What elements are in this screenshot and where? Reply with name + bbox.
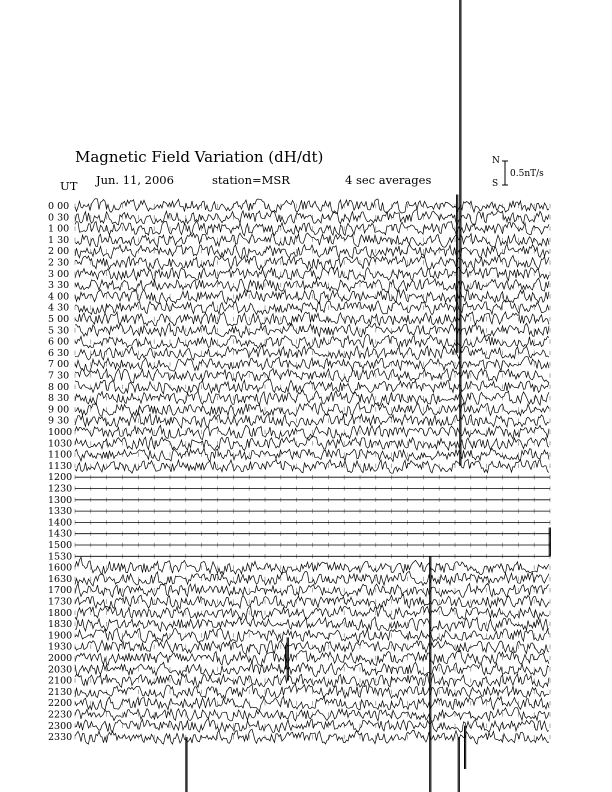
scale-north-label: N: [492, 156, 500, 166]
trace-930: [75, 414, 549, 428]
trace-400: [75, 289, 549, 304]
row-label-1700: 1700: [48, 585, 73, 597]
trace-2100: [75, 674, 549, 688]
row-label-1430: 1430: [48, 528, 73, 540]
trace-1630: [75, 571, 549, 586]
row-label-130: 1 30: [48, 234, 70, 246]
row-label-1200: 1200: [48, 472, 73, 484]
row-label-1000: 1000: [48, 427, 73, 438]
row-label-000: 0 00: [48, 201, 70, 212]
trace-530: [75, 323, 549, 337]
row-label-200: 2 00: [48, 246, 70, 258]
chart-date: Jun. 11, 2006: [96, 173, 174, 187]
row-label-2130: 2130: [48, 686, 73, 698]
time-axis-label: UT: [60, 179, 78, 193]
trace-1830: [75, 617, 549, 631]
row-label-430: 4 30: [48, 302, 70, 314]
trace-000: [75, 199, 549, 214]
trace-230: [75, 256, 549, 270]
trace-300: [75, 267, 549, 281]
row-label-1130: 1130: [48, 460, 73, 472]
row-label-830: 8 30: [48, 393, 70, 405]
scale-south-label: S: [492, 179, 499, 189]
trace-030: [75, 209, 549, 225]
row-label-1100: 1100: [48, 449, 73, 461]
trace-1100: [75, 448, 549, 461]
trace-500: [75, 312, 549, 326]
row-label-1630: 1630: [48, 573, 73, 585]
scale-value-label: 0.5nT/s: [510, 169, 544, 179]
row-label-2300: 2300: [48, 720, 73, 732]
trace-800: [75, 379, 549, 394]
trace-700: [75, 357, 549, 372]
row-label-2200: 2200: [48, 698, 73, 710]
row-label-530: 5 30: [48, 325, 70, 337]
row-label-1730: 1730: [48, 596, 73, 608]
trace-600: [75, 334, 549, 348]
trace-430: [75, 301, 549, 315]
chart-title: Magnetic Field Variation (dH/dt): [75, 148, 324, 166]
row-labels: [48, 201, 72, 743]
row-label-800: 8 00: [48, 381, 70, 393]
row-label-630: 6 30: [48, 347, 70, 359]
row-label-930: 9 30: [48, 415, 70, 427]
trace-1130: [75, 459, 549, 473]
row-label-2330: 2330: [48, 732, 73, 744]
row-label-1930: 1930: [48, 641, 73, 653]
trace-1900: [75, 628, 549, 642]
chart-averaging: 4 sec averages: [345, 173, 432, 187]
row-label-1030: 1030: [48, 438, 73, 450]
row-label-2230: 2230: [48, 709, 73, 721]
row-label-2100: 2100: [48, 675, 73, 687]
trace-1700: [75, 584, 549, 598]
row-label-1400: 1400: [48, 517, 73, 529]
row-label-1800: 1800: [48, 607, 73, 619]
row-label-730: 7 30: [48, 370, 70, 382]
row-label-1830: 1830: [48, 619, 73, 631]
row-label-600: 6 00: [48, 336, 70, 348]
row-label-1500: 1500: [48, 540, 73, 551]
trace-2000: [75, 650, 549, 666]
trace-1800: [75, 606, 549, 620]
trace-730: [75, 368, 549, 382]
trace-1730: [75, 595, 549, 609]
row-label-030: 0 30: [48, 212, 70, 224]
trace-200: [75, 244, 549, 259]
row-label-2000: 2000: [48, 653, 73, 664]
trace-2330: [75, 729, 549, 744]
row-label-330: 3 30: [48, 280, 70, 292]
row-label-900: 9 00: [48, 404, 70, 416]
row-label-1230: 1230: [48, 483, 73, 495]
trace-2300: [75, 718, 549, 732]
row-label-1530: 1530: [48, 551, 73, 563]
row-label-100: 1 00: [48, 223, 70, 235]
row-label-1300: 1300: [48, 494, 73, 506]
trace-2030: [75, 662, 549, 676]
row-label-500: 5 00: [48, 314, 70, 325]
row-label-1600: 1600: [48, 562, 73, 574]
chart-station: station=MSR: [212, 173, 290, 187]
trace-830: [75, 391, 549, 407]
row-label-1330: 1330: [48, 506, 73, 518]
scale-bar: [492, 156, 544, 189]
trace-100: [75, 221, 549, 235]
row-label-300: 3 00: [48, 268, 70, 280]
row-label-2030: 2030: [48, 664, 73, 676]
row-label-230: 2 30: [48, 257, 70, 269]
trace-1030: [75, 436, 549, 450]
row-label-700: 7 00: [48, 359, 70, 371]
row-label-400: 4 00: [48, 291, 70, 303]
trace-1600: [75, 557, 549, 574]
trace-2200: [75, 696, 549, 710]
row-label-1900: 1900: [48, 630, 73, 642]
trace-1930: [75, 640, 549, 654]
